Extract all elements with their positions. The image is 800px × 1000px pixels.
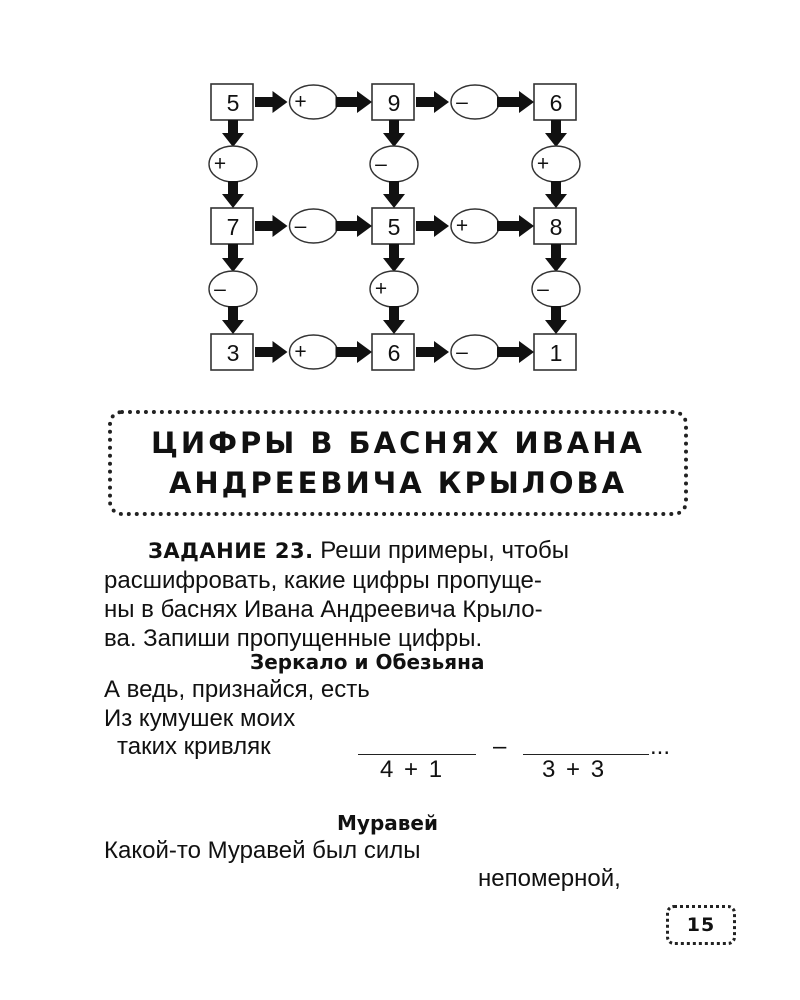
fable-title-ant: Муравей [337,811,438,835]
verse-line: А ведь, признайся, есть [104,676,370,703]
operator-sign: + [536,152,550,176]
arrow-down-icon [551,181,561,195]
task-text-line-4: ва. Запиши пропущенные цифры. [104,625,483,652]
task-instructions [104,536,694,653]
answer-blank-1[interactable] [358,754,476,755]
arrow-head-icon [383,258,405,272]
math-chain-puzzle [0,0,800,400]
arrow-right-icon [497,97,520,107]
arrow-head-icon [357,91,372,113]
number-value: 5 [226,90,240,116]
operator-sign: + [294,340,307,364]
arrow-head-icon [545,133,567,147]
operator-sign: – [537,277,549,301]
arrow-head-icon [383,194,405,208]
arrow-head-icon [273,341,288,363]
arrow-head-icon [519,215,534,237]
number-value: 6 [549,90,563,116]
operator-sign: – [456,340,468,364]
arrow-head-icon [273,215,288,237]
number-value: 9 [387,90,401,116]
answer-blank-2[interactable] [523,754,649,755]
operator-sign: – [456,90,468,114]
arrow-down-icon [389,181,399,195]
number-value: 8 [549,214,563,240]
arrow-down-icon [551,244,561,259]
arrow-head-icon [357,341,372,363]
arrow-right-icon [255,221,274,231]
arrow-head-icon [519,91,534,113]
verse-line: Какой-то Муравей был силы [104,837,421,864]
arrow-down-icon [389,120,399,134]
arrow-head-icon [545,320,567,334]
arrow-head-icon [222,320,244,334]
section-title-line-2: АНДРЕЕВИЧА КРЫЛОВА [168,466,628,500]
number-value: 1 [549,340,563,366]
arrow-head-icon [545,258,567,272]
arrow-head-icon [222,133,244,147]
operator-sign: + [213,152,227,176]
arrow-head-icon [383,320,405,334]
arrow-head-icon [434,215,449,237]
arrow-right-icon [416,221,435,231]
fable-title-mirror-and-monkey: Зеркало и Обезьяна [250,650,485,674]
arrow-down-icon [389,306,399,321]
number-value: 6 [387,340,401,366]
verse-line: Из кумушек моих [104,705,296,732]
arrow-head-icon [273,91,288,113]
arrow-head-icon [434,341,449,363]
operator-sign: – [375,152,387,176]
example-expression-2: 3 + 3 [542,756,605,783]
arrow-down-icon [551,120,561,134]
arrow-head-icon [519,341,534,363]
arrow-down-icon [228,306,238,321]
section-title-box [108,410,688,516]
arrow-down-icon [228,244,238,259]
task-text-line-3: ны в баснях Ивана Андреевича Крыло- [104,596,543,623]
arrow-right-icon [497,347,520,357]
ellipsis: ... [650,733,671,760]
number-value: 7 [226,214,240,240]
operator-sign: + [374,277,388,301]
arrow-down-icon [228,181,238,195]
example-expression-1: 4 + 1 [380,756,443,783]
arrow-right-icon [336,221,359,231]
arrow-head-icon [222,258,244,272]
arrow-head-icon [357,215,372,237]
dash-separator: – [493,733,507,760]
arrow-down-icon [228,120,238,134]
arrow-right-icon [416,347,435,357]
section-title-line-1: ЦИФРЫ В БАСНЯХ ИВАНА [151,426,645,460]
operator-sign: – [294,214,307,238]
arrow-head-icon [434,91,449,113]
arrow-down-icon [551,306,561,321]
page-number: 15 [666,905,736,945]
task-text-line-2: расшифровать, какие цифры пропуще- [104,567,542,594]
operator-sign: + [455,214,469,238]
arrow-right-icon [497,221,520,231]
arrow-right-icon [255,347,274,357]
verse-line: непомерной, [478,865,621,892]
arrow-head-icon [545,194,567,208]
verse-line: таких кривляк [117,733,271,760]
operator-sign: – [214,277,226,301]
number-value: 5 [387,214,401,240]
task-text-line-1: Реши примеры, чтобы [313,537,570,564]
arrow-right-icon [255,97,274,107]
operator-sign: + [294,90,307,114]
arrow-right-icon [336,97,359,107]
arrow-head-icon [222,194,244,208]
task-label: ЗАДАНИЕ 23. [148,539,314,563]
arrow-right-icon [416,97,435,107]
arrow-right-icon [336,347,359,357]
number-value: 3 [226,340,240,366]
arrow-down-icon [389,244,399,259]
arrow-head-icon [383,133,405,147]
